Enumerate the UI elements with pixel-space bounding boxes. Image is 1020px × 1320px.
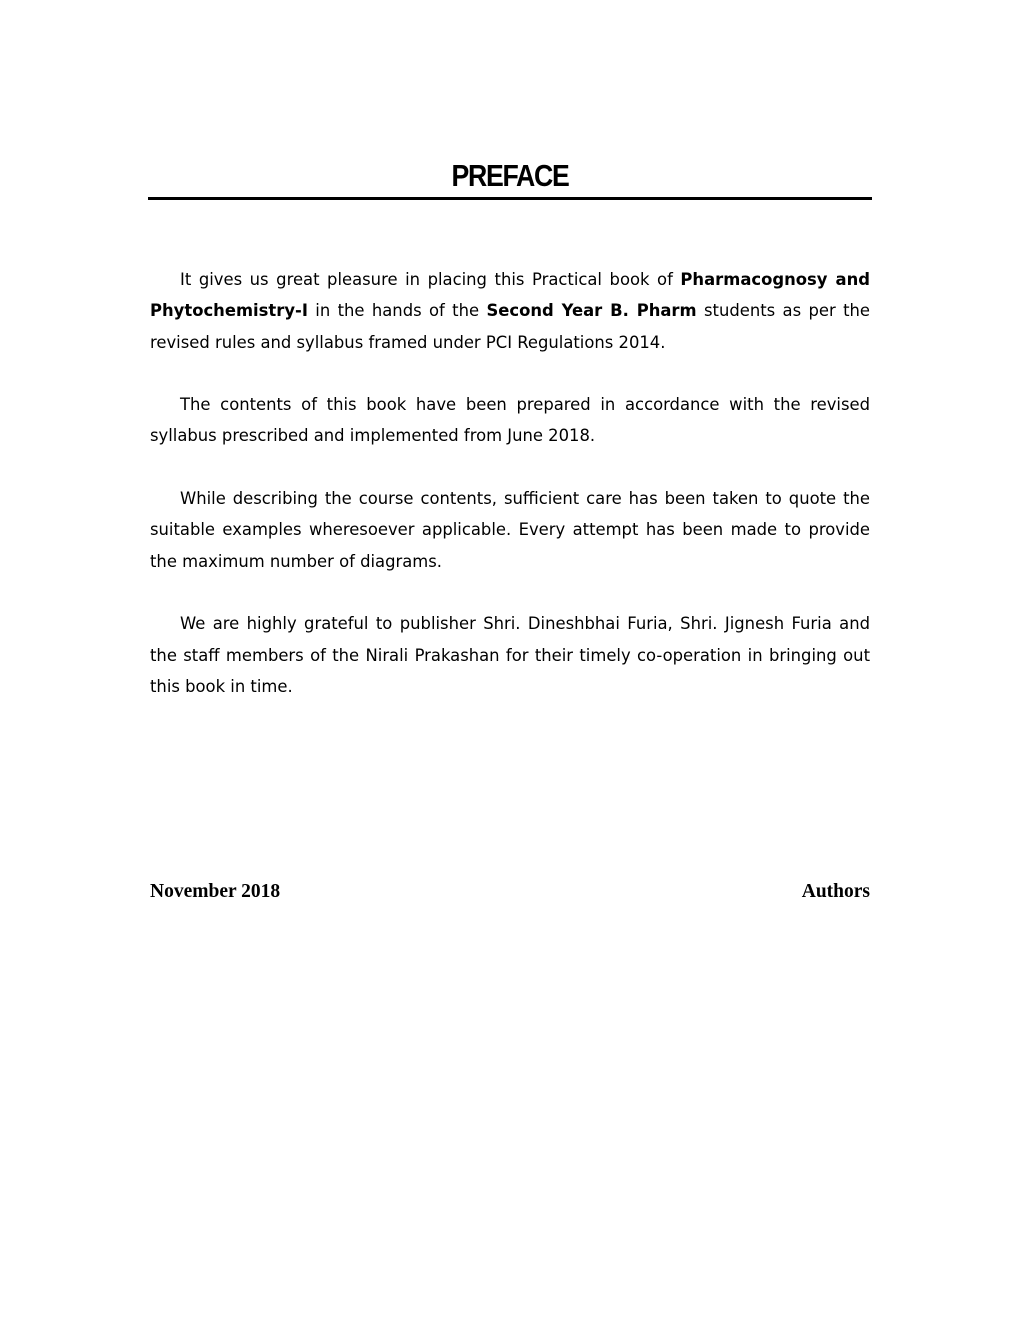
page-title: PREFACE xyxy=(451,158,569,193)
title-underline xyxy=(148,197,872,200)
preface-footer xyxy=(150,877,870,907)
paragraph-4: We are highly grateful to publisher Shri. Dineshbhai Furia, Shri. Jignesh Furia and the staff members of the Nirali Prakashan for their timely co-operation in bringing out this book in time. xyxy=(150,614,870,696)
paragraph-1 xyxy=(150,264,870,358)
paragraph-2: The contents of this book have been prepared in accordance with the revised syllabus prescribed and implemented from June 2018. xyxy=(150,395,870,446)
paragraph-1-course-name: Second Year B. Pharm xyxy=(486,301,697,321)
preface-body xyxy=(150,264,870,733)
paragraph-3: While describing the course contents, sufficient care has been taken to quote the suitable examples wheresoever applicable. Every attempt has been made to provide the maximum number of diagrams. xyxy=(150,489,870,571)
paragraph-1-book-title: Pharmacognosy and Phytochemistry-I xyxy=(150,270,870,321)
footer-signature: Authors xyxy=(801,881,870,902)
paragraph-1-text-a: It gives us great pleasure in placing this Practical book of xyxy=(180,270,681,289)
footer-date: November 2018 xyxy=(150,881,281,902)
paragraph-1-text-e: students as per the revised rules and syllabus framed under PCI Regulations 2014. xyxy=(150,301,870,352)
paragraph-1-text-c: in the hands of the xyxy=(307,301,487,321)
